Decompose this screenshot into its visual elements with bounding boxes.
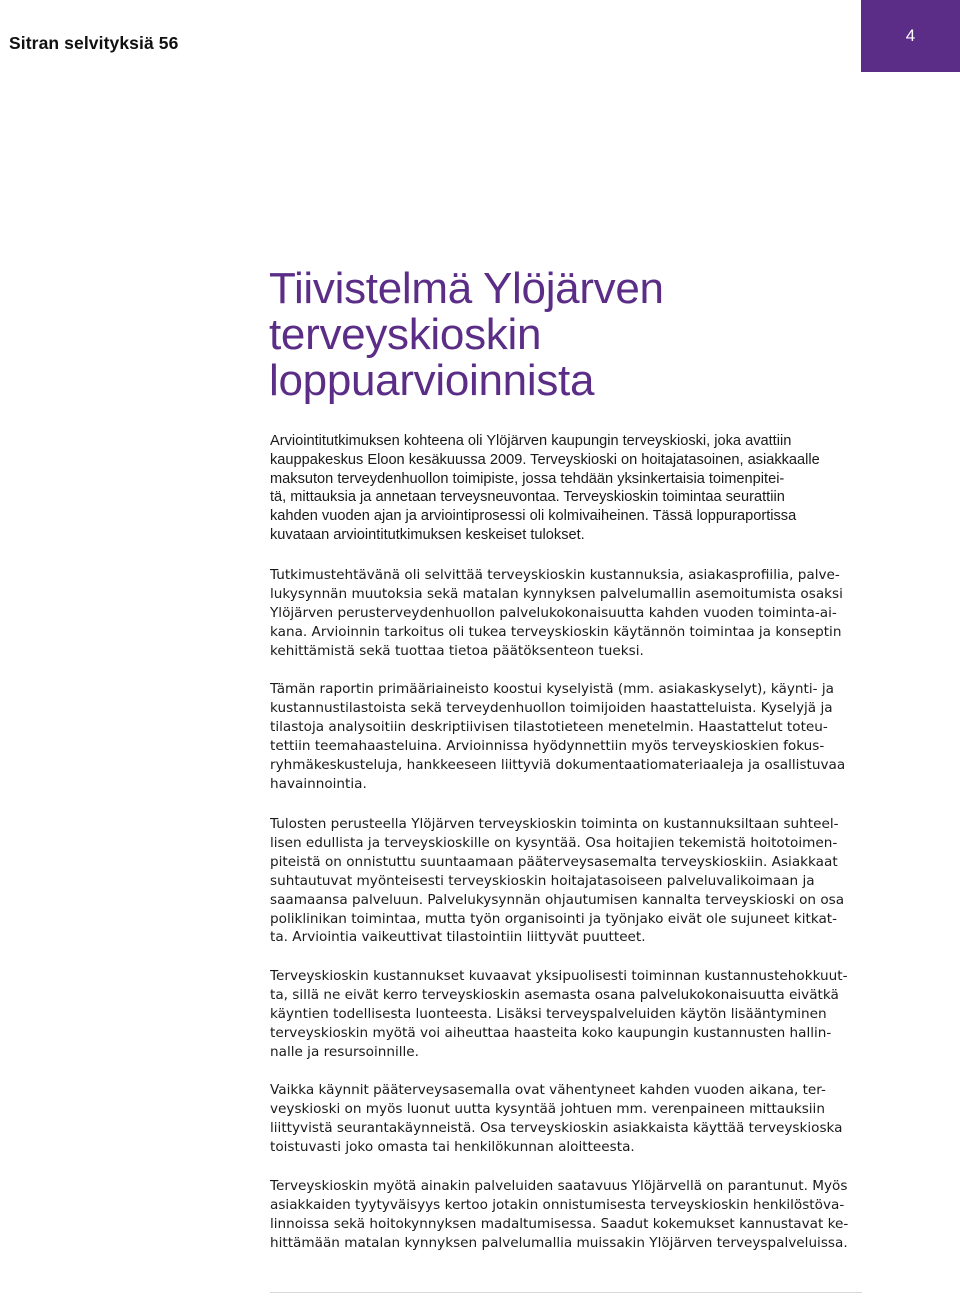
series-title: Sitran selvityksiä 56 xyxy=(9,33,179,53)
text-line: ryhmäkeskusteluja, hankkeeseen liittyviä dokumentaatiomateriaaleja ja osallistuvaa xyxy=(270,756,846,773)
text-line: terveyskioskin myötä voi aiheuttaa haasteita koko kaupungin kustannusten hallin- xyxy=(270,1024,832,1041)
heading-line: Tiivistelmä Ylöjärven xyxy=(269,264,664,313)
text-line: tilastoja analysoitiin deskriptiivisen tilastotieteen menetelmin. Haastattelut toteu- xyxy=(270,718,828,735)
text-line: tettiin teemahaasteluina. Arvioinnissa hyödynnettiin myös terveyskioskien fokus- xyxy=(270,737,825,754)
text-line: liittyvistä seurantakäynneistä. Osa terveyskioskin asiakkaista käyttää terveyskioska xyxy=(270,1119,843,1136)
text-line: poliklinikan toimintaa, mutta työn organisointi ja työnjako eivät ole sujuneet kitkat- xyxy=(270,910,838,927)
text-line: Terveyskioskin myötä ainakin palveluiden saatavuus Ylöjärvellä on parantunut. Myös xyxy=(270,1178,848,1194)
text-line: kauppakeskus Eloon kesäkuussa 2009. Terveyskioski on hoitajatasoinen, asiakkaalle xyxy=(270,451,820,468)
text-line: toistuvasti joko omasta tai henkilökunnan aloitteesta. xyxy=(270,1138,635,1155)
text-line: kuvataan arviointitutkimuksen keskeiset tulokset. xyxy=(270,526,585,543)
text-line: Tämän raportin primääriaineisto koostui kyselyistä (mm. asiakaskyselyt), käynti- ja xyxy=(270,681,834,697)
paragraph-conclusion xyxy=(270,1177,870,1253)
text-line: linnoissa sekä hoitokynnyksen madaltumisessa. Saadut kokemukset kannustavat ke- xyxy=(270,1215,849,1232)
text-line: kana. Arvioinnin tarkoitus oli tukea terveyskioskin käytännön toimintaa ja konseptin xyxy=(270,623,842,640)
text-line: kahden vuoden ajan ja arviointiprosessi oli kolmivaiheinen. Tässä loppuraportissa xyxy=(270,508,797,525)
text-line: maksuton terveydenhuollon toimipiste, jossa tehdään yksinkertaisia toimenpitei- xyxy=(270,470,785,487)
paragraph-demand xyxy=(270,1081,870,1157)
text-line: Vaikka käynnit pääterveysasemalla ovat vähentyneet kahden vuoden aikana, ter- xyxy=(270,1082,826,1098)
paragraph-costs xyxy=(270,967,870,1062)
text-line: Terveyskioskin kustannukset kuvaavat yksipuolisesti toiminnan kustannustehokkuut- xyxy=(270,968,848,984)
text-line: saamaansa palveluun. Palvelukysynnän ohjautumisen kannalta terveyskioski on osa xyxy=(270,891,845,908)
text-line: kustannustilastoista sekä terveydenhuollon toimijoiden haastatteluista. Kyselyjä ja xyxy=(270,699,833,716)
text-line: piteistä on onnistuttu suuntaamaan pääterveysasemalta terveyskioskiin. Asiakkaat xyxy=(270,853,838,870)
paragraph-data-sources xyxy=(270,680,870,793)
paragraph-results xyxy=(270,815,870,947)
text-line: Ylöjärven perusterveydenhuollon palvelukokonaisuutta kahden vuoden toiminta-ai- xyxy=(270,604,837,621)
paragraph-abstract xyxy=(270,432,870,545)
text-line: tä, mittauksia ja annetaan terveysneuvontaa. Terveyskioskin toimintaa seurattiin xyxy=(270,489,785,506)
heading-line: loppuarvioinnista xyxy=(269,356,595,405)
text-line: Arviointitutkimuksen kohteena oli Ylöjärven kaupungin terveyskioski, joka avattiin xyxy=(270,433,792,449)
text-line: suhtautuvat myönteisesti terveyskioskin hoitajatasoiseen palveluvalikoimaan ja xyxy=(270,872,815,889)
text-line: asiakkaiden tyytyväisyys kertoo jotakin onnistumisesta terveyskioskin henkilöstöva- xyxy=(270,1196,845,1213)
heading-line: terveyskioskin xyxy=(269,310,542,359)
text-line: Tutkimustehtävänä oli selvittää terveyskioskin kustannuksia, asiakasprofiilia, palve- xyxy=(270,567,840,583)
text-line: hittämään matalan kynnyksen palvelumallia muissakin Ylöjärven terveyspalveluissa. xyxy=(270,1234,848,1251)
paragraph-research-task xyxy=(270,566,870,661)
document-heading xyxy=(269,266,869,404)
text-line: havainnointia. xyxy=(270,775,367,792)
text-line: veyskioski on myös luonut uutta kysyntää johtuen mm. verenpaineen mittauksiin xyxy=(270,1100,825,1117)
page-number: 4 xyxy=(905,26,916,45)
page-number-tab xyxy=(861,0,960,72)
text-line: ta. Arviointia vaikeuttivat tilastointiin liittyvät puutteet. xyxy=(270,929,646,946)
text-line: nalle ja resursoinnille. xyxy=(270,1043,419,1060)
text-line: lukysynnän muutoksia sekä matalan kynnyksen palvelumallin asemoitumista osaksi xyxy=(270,585,843,602)
bottom-divider xyxy=(270,1292,862,1293)
text-line: ta, sillä ne eivät kerro terveyskioskin asemasta osana palvelukokonaisuutta eivätkä xyxy=(270,986,839,1003)
text-line: käyntien todellisesta luonteesta. Lisäksi terveyspalveluiden käytön lisääntyminen xyxy=(270,1005,827,1022)
text-line: kehittämistä sekä tuottaa tietoa päätöksenteon tueksi. xyxy=(270,642,644,659)
text-line: Tulosten perusteella Ylöjärven terveyskioskin toiminta on kustannuksiltaan suhteel- xyxy=(270,816,839,832)
text-line: lisen edullista ja terveyskioskille on kysyntää. Osa hoitajien tekemistä hoitotoimen- xyxy=(270,834,838,851)
